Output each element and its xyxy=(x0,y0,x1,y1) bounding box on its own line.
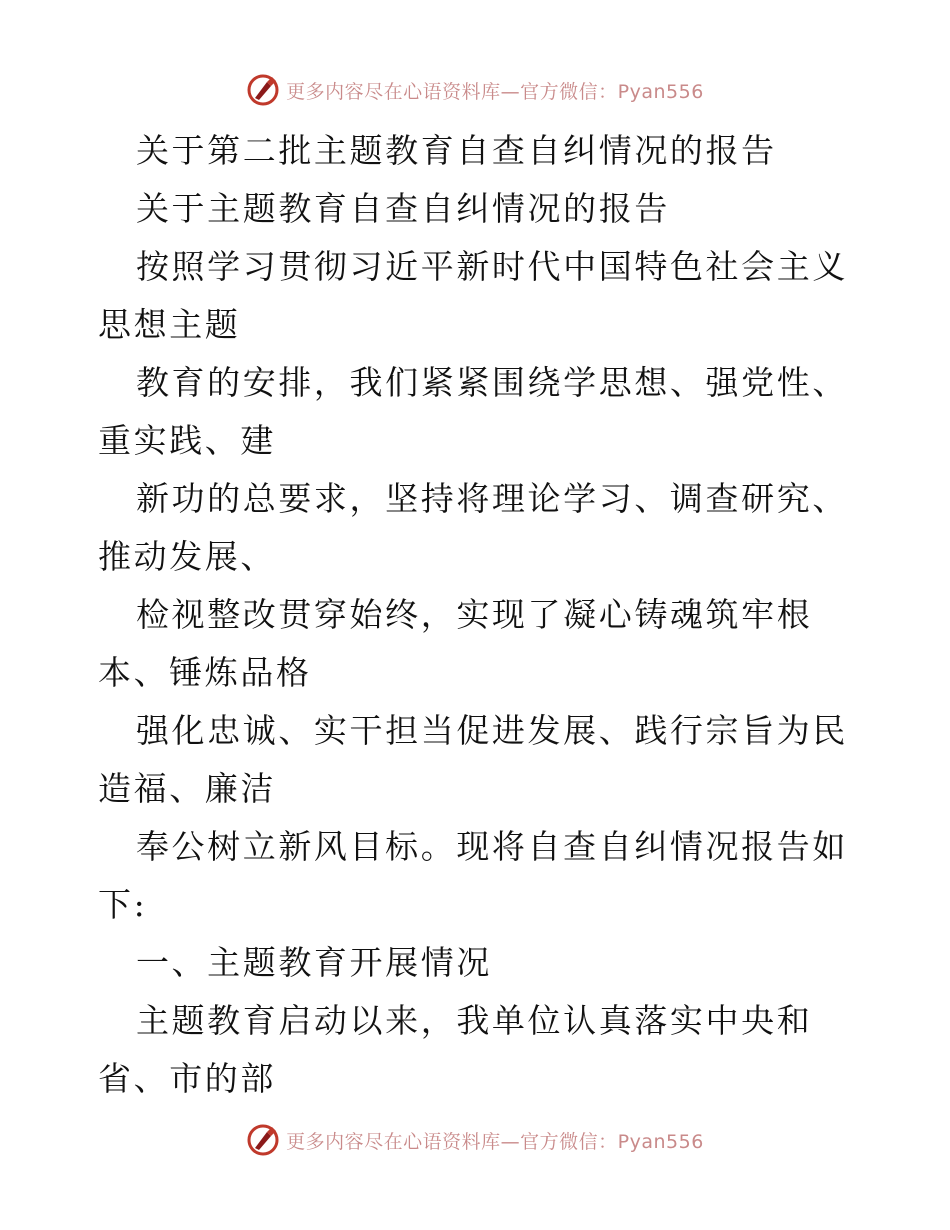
header-watermark xyxy=(0,70,950,110)
doc-title: 关于第二批主题教育自查自纠情况的报告 xyxy=(135,131,777,170)
section-heading: 一、主题教育开展情况 xyxy=(135,943,492,982)
watermark-text: 更多内容尽在心语资料库—官方微信：Pyan556 xyxy=(286,1130,704,1153)
body-paragraph: 奉公树立新风目标。现将自查自纠情况报告如下: xyxy=(98,827,848,924)
footer-watermark xyxy=(0,1120,950,1160)
document-body xyxy=(98,122,858,1108)
body-paragraph: 教育的安排，我们紧紧围绕学思想、强党性、重实践、建 xyxy=(98,363,848,460)
body-paragraph: 强化忠诚、实干担当促进发展、践行宗旨为民造福、廉洁 xyxy=(98,711,848,808)
watermark-text: 更多内容尽在心语资料库—官方微信：Pyan556 xyxy=(286,80,704,103)
body-paragraph: 新功的总要求，坚持将理论学习、调查研究、推动发展、 xyxy=(98,479,848,576)
doc-subtitle: 关于主题教育自查自纠情况的报告 xyxy=(135,189,670,228)
body-paragraph: 主题教育启动以来，我单位认真落实中央和省、市的部 xyxy=(98,1001,813,1098)
body-paragraph: 按照学习贯彻习近平新时代中国特色社会主义思想主题 xyxy=(98,247,848,344)
pen-logo-icon xyxy=(246,73,280,107)
body-paragraph: 检视整改贯穿始终，实现了凝心铸魂筑牢根本、锤炼品格 xyxy=(98,595,813,692)
pen-logo-icon xyxy=(246,1123,280,1157)
